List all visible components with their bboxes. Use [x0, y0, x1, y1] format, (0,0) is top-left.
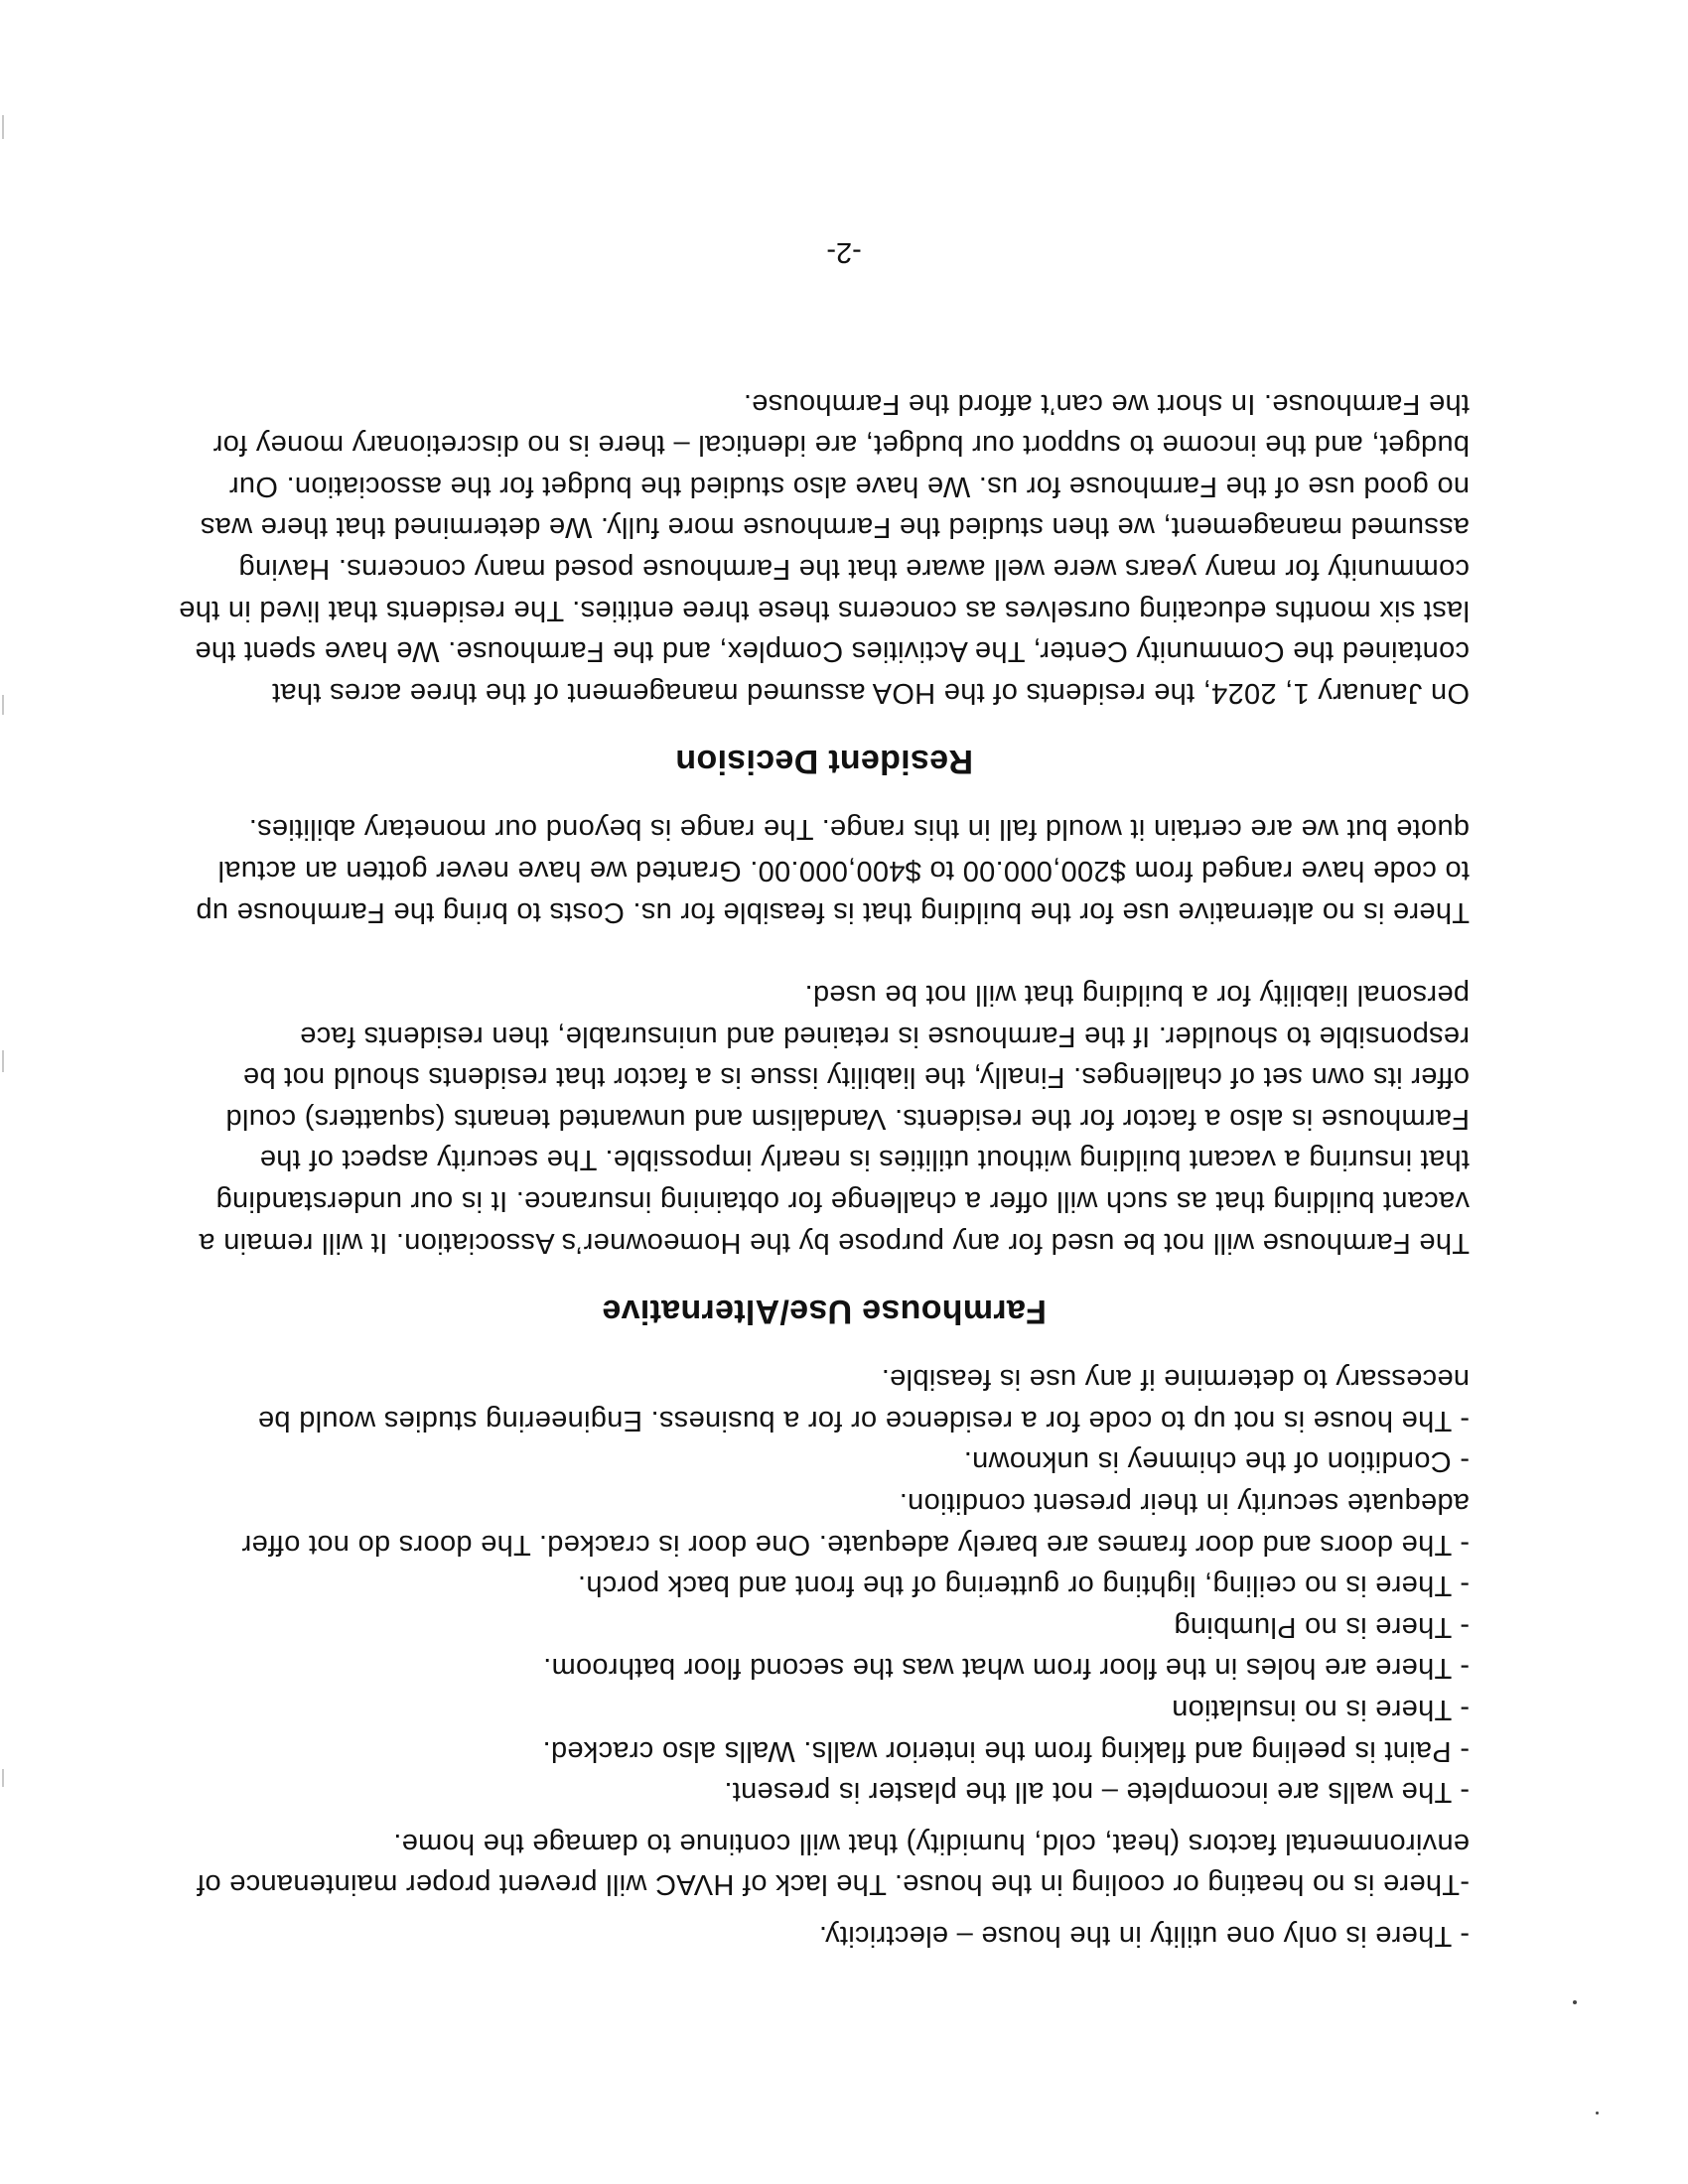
list-item: - The house is not up to code for a residence or for a business. Engineering studies would be necessary to determine if any use is feasible.	[257, 1363, 1470, 1436]
scan-edge-mark	[2, 1050, 4, 1072]
list-item: - There are holes in the floor from what was the second floor bathroom.	[542, 1652, 1470, 1685]
paragraph: The Farmhouse will not be used for any purpose by the Homeowner’s Association. It will remain a vacant building that as such will offer a challenge for obtaining insurance. It is our understanding that insuring a vacant building without utilities is nearly impossible. The security aspect of the Farmhouse is also a factor for the residents. Vandalism and unwanted tenants (squatters) could offer its own set of challenges. Finally, the liability issue is a factor that residents should not be responsible to shoulder. If the Farmhouse is retained and uninsurable, then residents face personal liability for a building that will not be used.	[199, 979, 1470, 1259]
page-body	[179, 382, 1470, 1956]
paragraph: On January 1, 2024, the residents of the HOA assumed management of the three acres that contained the Community Center, The Activities Complex, and the Farmhouse. We have spent the last six months educating ourselves as concerns these three entities. The residents that lived in the community for many years were well aware that the Farmhouse posed many concerns. Having assumed management, we then studied the Farmhouse more fully. We determined that there was no good use of the Farmhouse for us. We have also studied the budget for the association. Our budget, and the income to support our budget, are identical – there is no discretionary money for the Farmhouse. In short we can’t afford the Farmhouse.	[178, 387, 1470, 709]
list-item: - There is no ceiling, lighting or guttering of the front and back porch.	[577, 1570, 1470, 1602]
scan-edge-mark	[2, 1769, 4, 1787]
list-item: -There is no heating or cooling in the house. The lack of HVAC will prevent proper maintenance of environmental factors (heat, cold, humidity) that will continue to damage the home.	[196, 1827, 1470, 1901]
section-heading-resident-decision: Resident Decision	[675, 742, 973, 780]
list-item: - There is no insulation	[1171, 1694, 1470, 1726]
section-heading-farmhouse-use: Farmhouse Use/Alternative	[602, 1292, 1047, 1330]
list-item: - There is no Plumbing	[1174, 1610, 1470, 1643]
list-item: - The doors and door frames are barely adequate. One door is cracked. The doors do not offer adequate security in their present condition.	[241, 1487, 1470, 1561]
list-item: - The walls are incomplete – not all the plaster is present.	[724, 1776, 1470, 1809]
paragraph: There is no alternative use for the building that is feasible for us. Costs to bring the Farmhouse up to code have ranged from $200,000.00 to $400,000.00. Granted we have never gotten an actual quote but we are certain it would fall in this range. The range is beyond our monetary abilities.	[196, 813, 1470, 928]
paragraph-spacer	[179, 932, 1470, 974]
scan-edge-mark	[2, 695, 4, 715]
page-number: -2-	[826, 236, 862, 268]
list-item: - Condition of the chimney is unknown.	[963, 1445, 1470, 1478]
list-item: - Paint is peeling and flaking from the interior walls. Walls also cracked.	[542, 1734, 1470, 1767]
scan-speck	[1573, 2000, 1577, 2004]
list-item: - There is only one utility in the house – electricity.	[818, 1920, 1470, 1952]
scan-edge-mark	[2, 115, 4, 139]
scan-speck	[1596, 2112, 1599, 2115]
